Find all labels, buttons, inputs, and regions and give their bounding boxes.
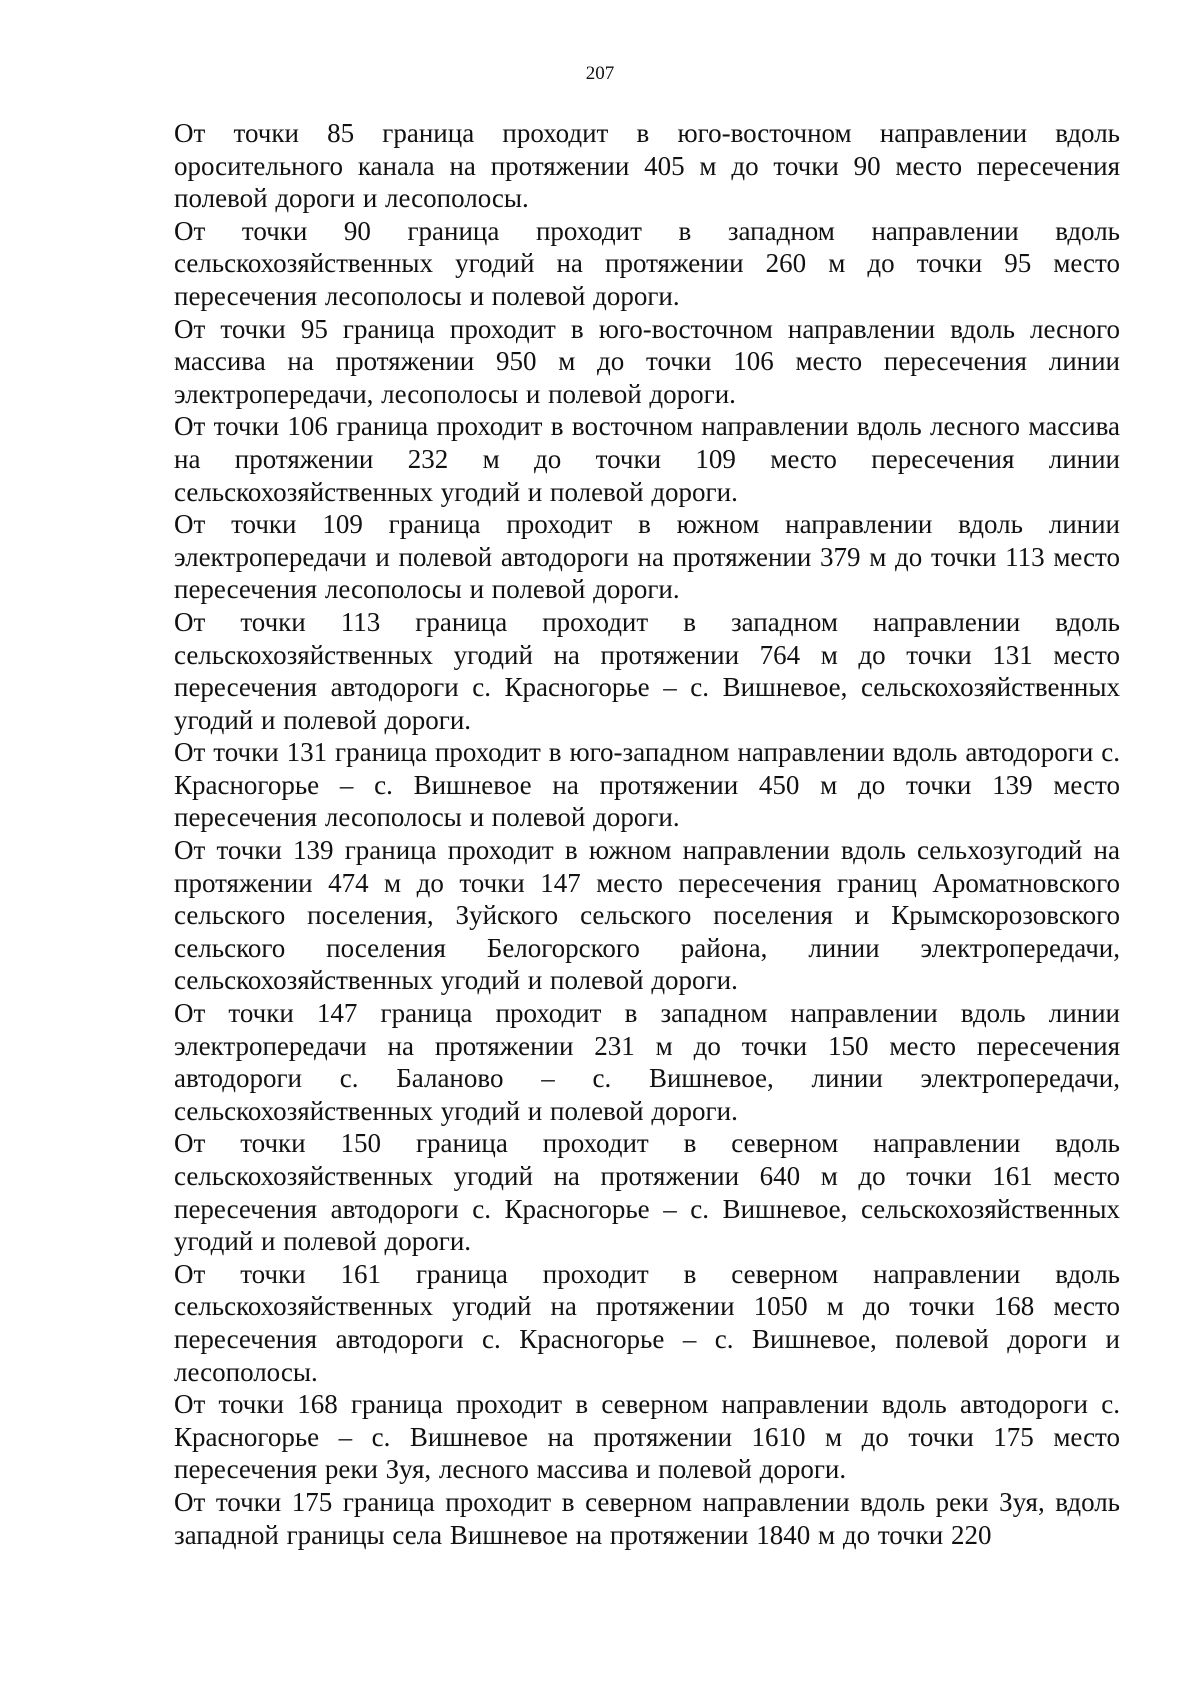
paragraph-point-90: От точки 90 граница проходит в западном направлении вдоль сельскохозяйственных угодий на протяжении 260 м до точки 95 место пересечения лесополосы и полевой дороги. bbox=[174, 215, 1120, 311]
paragraph-point-95: От точки 95 граница проходит в юго-восточном направлении вдоль лесного массива на протяжении 950 м до точки 106 место пересечения линии электропередачи, лесополосы и полевой дороги. bbox=[174, 313, 1120, 409]
paragraph-point-113: От точки 113 граница проходит в западном направлении вдоль сельскохозяйственных угодий на протяжении 764 м до точки 131 место пересечения автодороги с. Красногорье – с. Вишневое, сельскохозяйственных угодий и полевой дороги. bbox=[174, 606, 1120, 735]
paragraph-point-150: От точки 150 граница проходит в северном направлении вдоль сельскохозяйственных угодий на протяжении 640 м до точки 161 место пересечения автодороги с. Красногорье – с. Вишневое, сельскохозяйственных угодий и полевой дороги. bbox=[174, 1128, 1120, 1257]
paragraph-point-109: От точки 109 граница проходит в южном направлении вдоль линии электропередачи и полевой автодороги на протяжении 379 м до точки 113 место пересечения лесополосы и полевой дороги. bbox=[174, 509, 1120, 605]
document-body bbox=[174, 117, 1120, 1551]
paragraph-point-106: От точки 106 граница проходит в восточном направлении вдоль лесного массива на протяжении 232 м до точки 109 место пересечения линии сельскохозяйственных угодий и полевой дороги. bbox=[174, 411, 1120, 507]
paragraph-point-168: От точки 168 граница проходит в северном направлении вдоль автодороги с. Красногорье – с. Вишневое на протяжении 1610 м до точки 175 место пересечения реки Зуя, лесного массива и полевой дороги. bbox=[174, 1389, 1120, 1485]
page-number: 207 bbox=[585, 63, 615, 84]
paragraph-point-85: От точки 85 граница проходит в юго-восточном направлении вдоль оросительного канала на протяжении 405 м до точки 90 место пересечения полевой дороги и лесополосы. bbox=[174, 118, 1120, 214]
paragraph-point-161: От точки 161 граница проходит в северном направлении вдоль сельскохозяйственных угодий на протяжении 1050 м до точки 168 место пересечения автодороги с. Красногорье – с. Вишневое, полевой дороги и лесополосы. bbox=[174, 1258, 1120, 1387]
paragraph-point-147: От точки 147 граница проходит в западном направлении вдоль линии электропередачи на протяжении 231 м до точки 150 место пересечения автодороги с. Баланово – с. Вишневое, линии электропередачи, сельскохозяйственных угодий и полевой дороги. bbox=[174, 998, 1120, 1126]
paragraph-point-175: От точки 175 граница проходит в северном направлении вдоль реки Зуя, вдоль западной границы села Вишневое на протяжении 1840 м до точки 220 bbox=[174, 1486, 1120, 1550]
paragraph-point-139: От точки 139 граница проходит в южном направлении вдоль сельхозугодий на протяжении 474 м до точки 147 место пересечения границ Ароматновского сельского поселения, Зуйского сельского поселения и Крымскорозовского сельского поселения Белогорского района, линии электропередачи, сельскохозяйственных угодий и полевой дороги. bbox=[174, 835, 1120, 996]
paragraph-point-131: От точки 131 граница проходит в юго-западном направлении вдоль автодороги с. Красногорье – с. Вишневое на протяжении 450 м до точки 139 место пересечения лесополосы и полевой дороги. bbox=[174, 737, 1120, 833]
